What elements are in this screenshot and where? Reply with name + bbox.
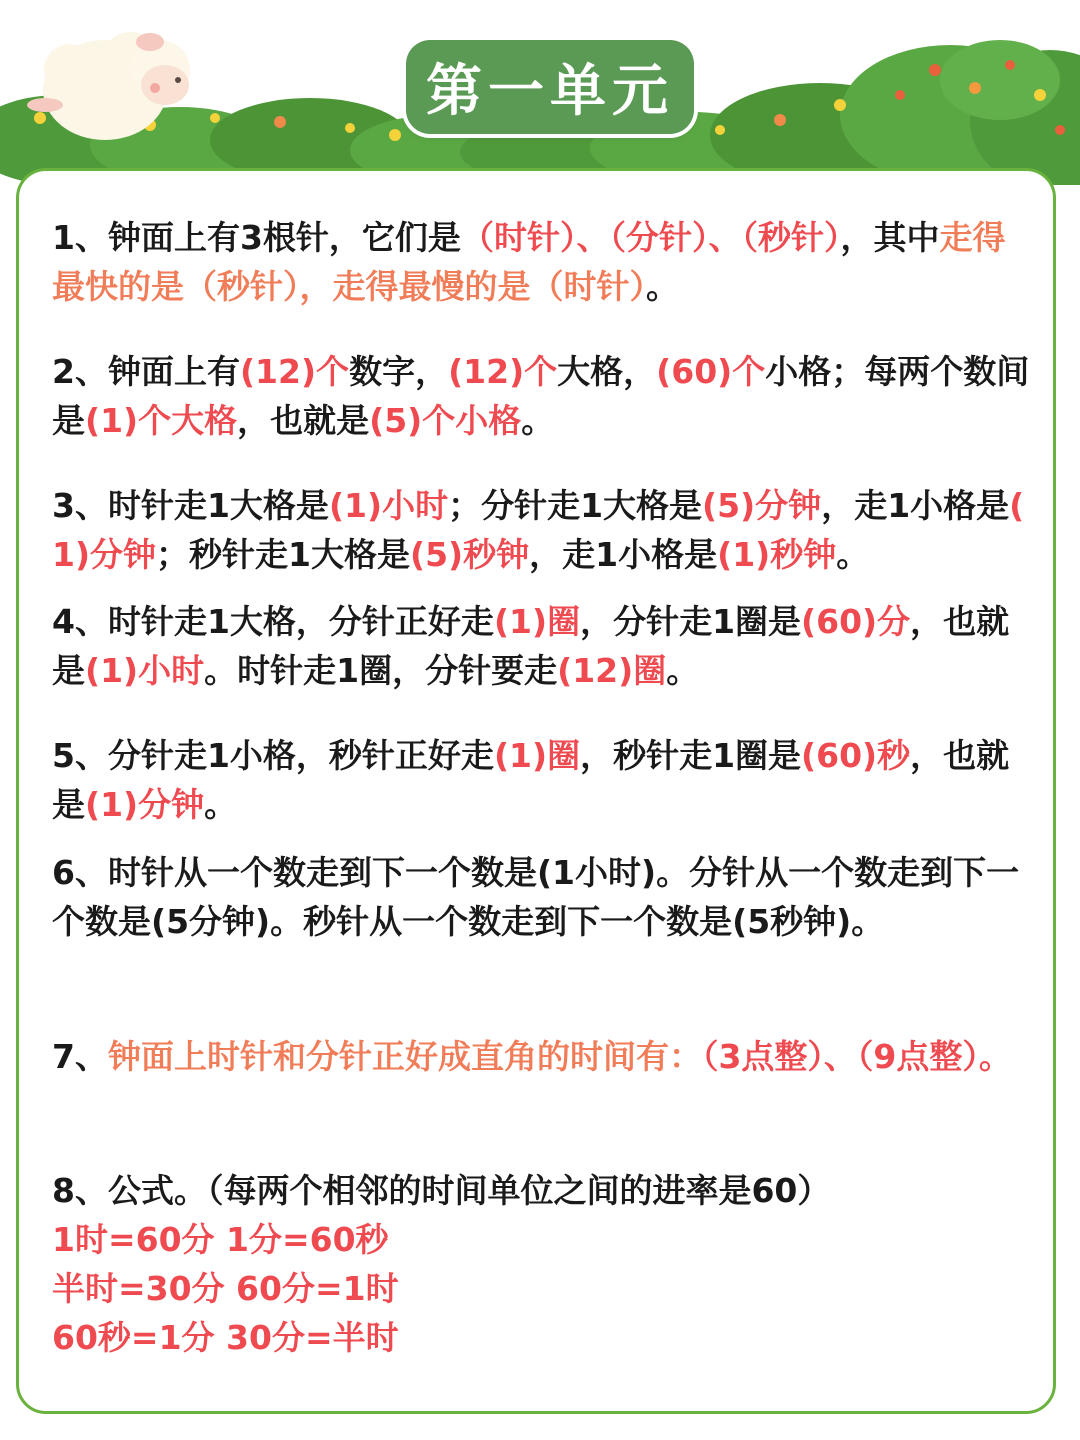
item-7-question: 钟面上时针和分针正好成直角的时间有： bbox=[107, 1037, 702, 1076]
item-3-answer: (5)秒钟 bbox=[410, 535, 530, 574]
formula-line-2: 半时=30分 60分=1时 bbox=[52, 1269, 399, 1308]
item-4-answer: (1)小时 bbox=[85, 651, 205, 690]
item-8-heading: 8、公式。（每两个相邻的时间单位之间的进率是60） bbox=[52, 1171, 831, 1210]
item-3-answer: (5)分钟 bbox=[702, 486, 822, 525]
page-title: 第一单元 bbox=[406, 40, 694, 134]
item-3 bbox=[52, 481, 1030, 579]
item-2-text: 2、钟面上有 bbox=[52, 352, 240, 391]
item-3-answer: ( 1)分钟 bbox=[52, 486, 1025, 574]
item-2-answer: (12)个 bbox=[239, 352, 350, 391]
formula-line-1: 1时=60分 1分=60秒 bbox=[52, 1220, 389, 1259]
item-4-text: ，分针走1圈是 bbox=[580, 602, 802, 641]
item-3-text: ，走1小格是 bbox=[529, 535, 718, 574]
item-1-text: 。 bbox=[646, 267, 679, 306]
item-1 bbox=[52, 213, 1030, 311]
item-2-text: ，也就是 bbox=[237, 401, 370, 440]
item-3-answer: (1)小时 bbox=[328, 486, 449, 525]
item-3-text: ；秒针走1大格是 bbox=[156, 535, 411, 574]
item-4-text: 。时针走1圈，分针要走 bbox=[204, 651, 558, 690]
item-1-text: ，其中 bbox=[840, 218, 940, 257]
item-4 bbox=[52, 597, 1030, 695]
item-2-answer: (60)个 bbox=[656, 352, 766, 391]
item-1-text: 1、钟面上有3根针，它们是 bbox=[52, 218, 461, 257]
item-1-answer-speed: 走得最快的是（秒针），走得最慢的是（时针） bbox=[52, 218, 1006, 306]
item-5-text: 5、分针走1小格，秒针正好走 bbox=[52, 736, 494, 775]
item-8 bbox=[52, 1166, 1030, 1362]
item-3-answer: (1)秒钟 bbox=[717, 535, 837, 574]
item-2-text: 小格；每两个数间是 bbox=[52, 352, 1030, 440]
item-6-text: 6、时针从一个数走到下一个数是(1小时)。分针从一个数走到下一个数是(5分钟)。秒针从一个数走到下一个数是(5秒钟)。 bbox=[52, 853, 1020, 941]
item-2-answer: (5)个小格 bbox=[369, 401, 522, 440]
item-6 bbox=[52, 848, 1030, 946]
item-5-answer: (60)秒 bbox=[801, 736, 911, 775]
item-2-answer: (12)个 bbox=[448, 352, 558, 391]
item-5 bbox=[52, 731, 1030, 829]
item-5-answer: (1)圈 bbox=[493, 736, 581, 775]
item-4-answer: (1)圈 bbox=[493, 602, 581, 641]
item-4-text: ，也就是 bbox=[52, 602, 1010, 690]
item-2-answer: (1)个大格 bbox=[85, 401, 238, 440]
item-7-answer: （3点整）、（9点整）。 bbox=[701, 1037, 1012, 1076]
item-2-text: 数字， bbox=[349, 352, 449, 391]
item-1-answer-hands: （时针）、（分针）、（秒针） bbox=[460, 218, 841, 257]
item-7-number: 7、 bbox=[52, 1037, 108, 1076]
item-2-text: 。 bbox=[521, 401, 555, 440]
item-4-answer: (60)分 bbox=[801, 602, 911, 641]
formula-line-3: 60秒=1分 30分=半时 bbox=[52, 1318, 399, 1357]
item-3-text: ；分针走1大格是 bbox=[448, 486, 703, 525]
item-3-text: ，走1小格是 bbox=[821, 486, 1010, 525]
item-5-answer: (1)分钟 bbox=[85, 785, 205, 824]
item-3-text: 。 bbox=[836, 535, 870, 574]
item-2-text: 大格， bbox=[557, 352, 657, 391]
item-2 bbox=[52, 347, 1030, 445]
item-7 bbox=[52, 1032, 1030, 1081]
item-5-text: ，也就是 bbox=[52, 736, 1010, 824]
item-4-answer: (12)圈 bbox=[557, 651, 667, 690]
item-5-text: 。 bbox=[204, 785, 238, 824]
item-3-text: 3、时针走1大格是 bbox=[52, 486, 329, 525]
item-4-text: 4、时针走1大格，分针正好走 bbox=[52, 602, 494, 641]
item-4-text: 。 bbox=[666, 651, 700, 690]
item-5-text: ，秒针走1圈是 bbox=[580, 736, 802, 775]
